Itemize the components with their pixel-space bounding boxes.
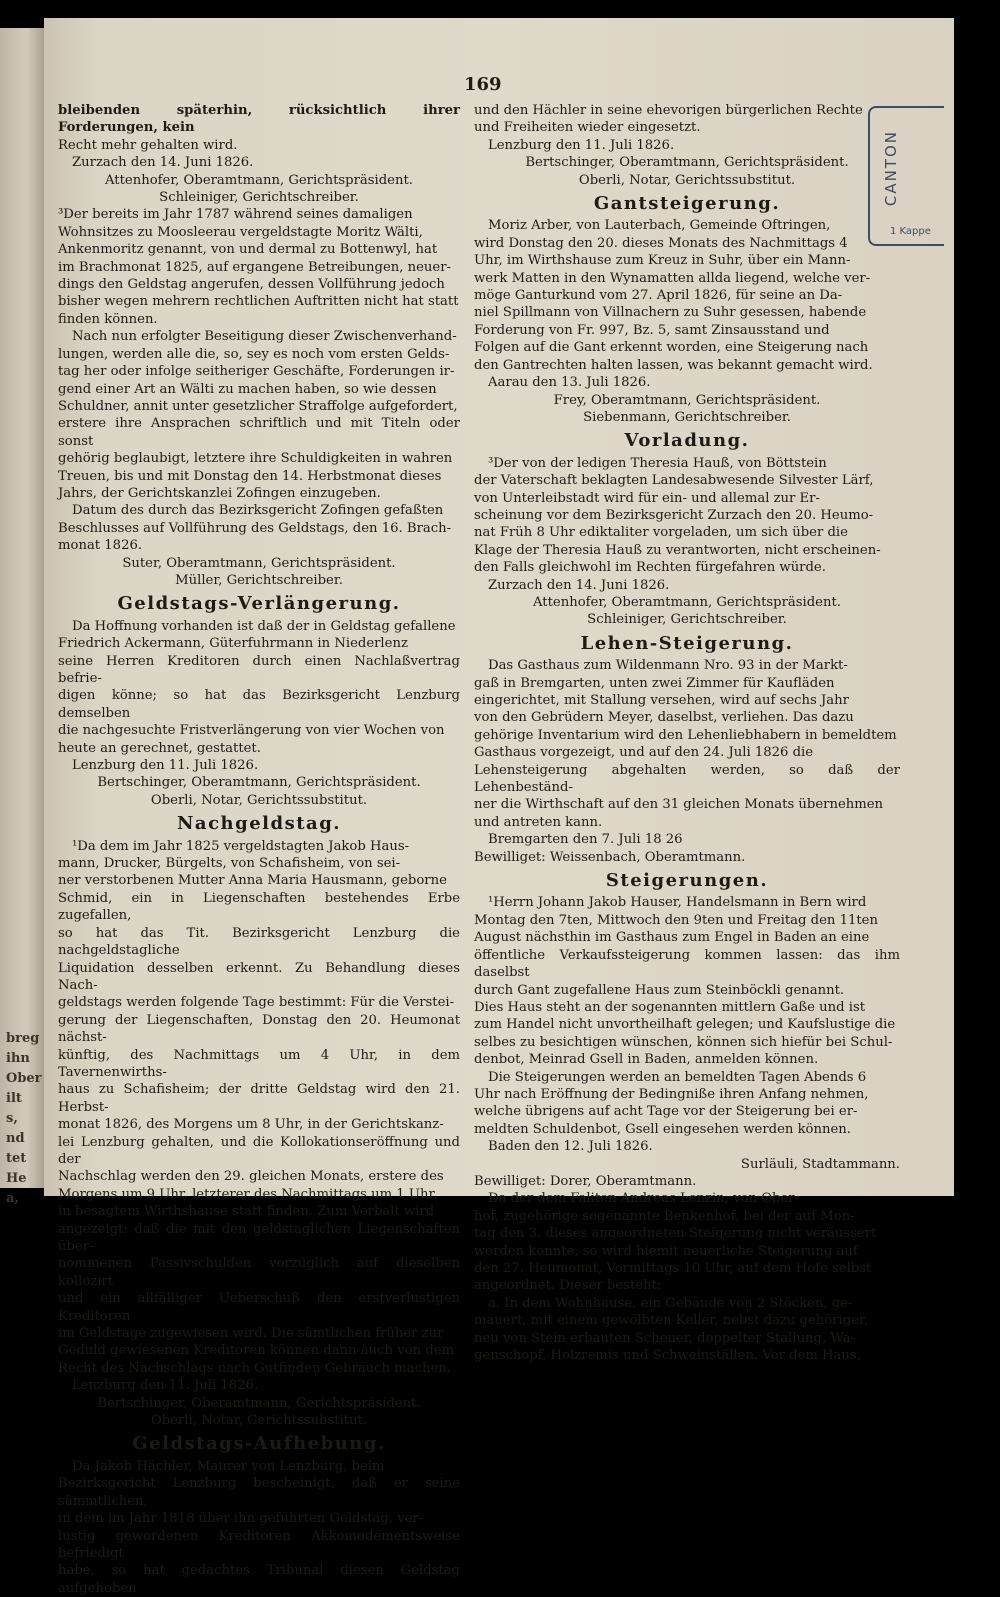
signature: Attenhofer, Oberamtmann, Gerichtspräsident.: [533, 594, 841, 610]
text-line: im Geldstage zugewiesen wird. Die sämtlichen früher zur: [58, 1326, 444, 1342]
text-line: gerung der Liegenschaften, Donstag den 20. Heumonat nächst-: [58, 1012, 460, 1046]
text-line: tag her oder infolge seitheriger Geschäfte, Forderungen ir-: [58, 364, 455, 380]
text-line: angezeigt: daß die mit den geldstaglichen Liegenschaften über-: [58, 1221, 460, 1254]
notice-date: Baden den 12. Juli 1826.: [488, 1139, 653, 1155]
signature: Schleiniger, Gerichtschreiber.: [159, 190, 359, 206]
text-line: finden können.: [58, 311, 158, 327]
section-heading: Nachgeldstag.: [176, 813, 342, 835]
margin-fragment: Ober: [6, 1071, 42, 1086]
text-line: monat 1826, des Morgens um 8 Uhr, in der Gerichtskanz-: [58, 1117, 444, 1133]
library-stamp: [868, 106, 944, 246]
notice-haechler: [58, 1458, 460, 1597]
text-line: angeordnet. Dieser besteht:: [474, 1278, 662, 1294]
stamp-text: CANTON: [882, 130, 900, 207]
text-line: Das Gasthaus zum Wildenmann Nro. 93 in der Markt-: [488, 658, 848, 674]
text-line: heute an gerechnet, gestattet.: [58, 740, 261, 756]
text-line: Lehensteigerung abgehalten werden, so daß der Lehenbeständ-: [474, 762, 900, 796]
text-line: Nachschlag werden den 29. gleichen Monats, erstere des: [58, 1169, 444, 1185]
intro-notice: [474, 102, 900, 189]
signature: Siebenmann, Gerichtschreiber.: [583, 409, 791, 425]
notice-hauss: [474, 455, 900, 629]
text-line: geldstags werden folgende Tage bestimmt: Für die Verstei-: [58, 995, 455, 1011]
text-line: Geduld gewiesenen Kreditoren können dann auch von dem: [58, 1343, 455, 1359]
text-line: von Unterleibstadt wird für ein- und allemal zur Er-: [474, 490, 820, 506]
signature: Bewilliget: Weissenbach, Oberamtmann.: [474, 849, 746, 865]
notice-date: Lenzburg den 11. Juli 1826.: [72, 1378, 259, 1394]
newspaper-page: [44, 18, 954, 1596]
text-line: scheinung vor dem Bezirksgericht Zurzach den 20. Heumo-: [474, 507, 874, 523]
section-heading: Steigerungen.: [605, 870, 769, 892]
text-line: Dies Haus steht an der sogenannten mittlern Gaße und ist: [474, 999, 866, 1015]
text-line: öffentliche Verkaufssteigerung kommen lassen: das ihm daselbst: [474, 947, 900, 981]
text-line: werk Matten in den Wynamatten allda liegend, welche ver-: [474, 270, 871, 286]
text-line: und ein allfälliger Ueberschuß den erstverlustigen Kreditoren: [58, 1291, 460, 1324]
notice-arber: [474, 217, 900, 426]
text-line: Datum des durch das Bezirksgericht Zofingen gefaßten: [72, 503, 444, 519]
text-line: zum Handel nicht unvortheilhaft gelegen; und Kaufslustige die: [474, 1017, 896, 1033]
notice-date: Zurzach den 14. Juni 1826.: [488, 577, 670, 593]
text-line: werden konnte, so wird hiemit neuerliche Steigerung auf: [474, 1243, 858, 1259]
text-line: dings den Geldstag angerufen, dessen Vollführung jedoch: [58, 277, 445, 293]
text-line: digen könne; so hat das Bezirksgericht Lenzburg demselben: [58, 688, 460, 721]
signature: Bertschinger, Oberamtmann, Gerichtspräsident.: [525, 155, 849, 171]
intro-notice: [58, 102, 460, 206]
text-line: Da der dem Faliten Andreas Lenzin, von Ober-: [488, 1191, 800, 1207]
notice-date: Bremgarten den 7. Juli 18 26: [488, 832, 683, 848]
page-number: 169: [464, 74, 502, 95]
text-line: Da Hoffnung vorhanden ist daß der in Geldstag gefallene: [72, 618, 456, 634]
text-line: meldten Schuldenbot, Gsell eingesehen werden können.: [474, 1121, 851, 1137]
text-line: August nächsthin im Gasthaus zum Engel in Baden an eine: [474, 930, 870, 946]
text-line: Liquidation desselben erkennt. Zu Behandlung dieses Nach-: [58, 960, 460, 993]
text-line: ³Der bereits im Jahr 1787 während seines damaligen: [58, 207, 413, 223]
text-line: Klage der Theresia Hauß zu verantworten, nicht erscheinen-: [474, 542, 881, 558]
signature: Schleiniger, Gerichtschreiber.: [587, 612, 787, 628]
section-heading: Gantsteigerung.: [593, 193, 781, 215]
margin-fragment: s,: [6, 1111, 18, 1126]
text-line: habe, so hat gedachtes Tribunal diesen Geldstag aufgehoben: [58, 1563, 460, 1596]
text-line: Wohnsitzes zu Moosleerau vergeldstagte Moritz Wälti,: [58, 224, 423, 240]
left-column: [58, 102, 460, 1597]
text-line: und antreten kann.: [474, 814, 603, 830]
text-line: Folgen auf die Gant erkennt worden, eine Steigerung nach: [474, 340, 869, 356]
text-line: Treuen, bis und mit Donstag den 14. Herbstmonat dieses: [58, 468, 442, 484]
text-line: in dem im Jahr 1818 über ihn geführten Geldstag, ver-: [58, 1511, 424, 1527]
text-line: neu von Stein erbauten Scheuer, doppelter Stallung, Wa-: [474, 1330, 856, 1346]
notice-date: Lenzburg den 11. Juli 1826.: [488, 137, 675, 153]
section-heading: Geldstags-Verlängerung.: [117, 593, 401, 615]
text-line: hof, zugehörige sogenannte Benkenhof, bei der auf Mon-: [474, 1208, 855, 1224]
notice-date: Aarau den 13. Juli 1826.: [488, 375, 651, 391]
section-heading: Vorladung.: [624, 430, 750, 452]
text-line: Gasthaus vorgezeigt, und auf den 24. Juli 1826 die: [474, 745, 814, 761]
text-line: Morgens um 9 Uhr, letzterer des Nachmittags um 1 Uhr,: [58, 1186, 438, 1202]
text-line: ¹Herrn Johann Jakob Hauser, Handelsmann in Bern wird: [488, 895, 867, 911]
text-line: Schmid, ein in Liegenschaften bestehendes Erbe zugefallen,: [58, 890, 460, 924]
text-line: gehörige Inventarium wird den Lehenliebhabern in bemeldtem: [474, 727, 897, 743]
text-line: haus zu Schafisheim; der dritte Geldstag wird den 21. Herbst-: [58, 1082, 460, 1115]
text-line: Uhr nach Eröffnung der Bedingniße ihren Anfang nehmen,: [474, 1086, 869, 1102]
section-heading: Geldstags-Aufhebung.: [132, 1433, 386, 1455]
text-line: wird Donstag den 20. dieses Monats des Nachmittags 4: [474, 235, 848, 251]
signature: Oberli, Notar, Gerichtssubstitut.: [578, 172, 796, 188]
text-line: mann, Drucker, Bürgelts, von Schafisheim, von sei-: [58, 856, 401, 872]
facing-page-edge: [0, 28, 44, 1206]
text-line: von den Gebrüdern Meyer, daselbst, verliehen. Das dazu: [474, 710, 854, 726]
margin-fragment: breg: [6, 1031, 40, 1046]
text-line: mauert, mit einem gewölbten Keller, nebst dazu gehöriger,: [474, 1313, 869, 1329]
text-line: ³Der von der ledigen Theresia Hauß, von Böttstein: [488, 455, 827, 471]
margin-fragment: a,: [6, 1191, 19, 1206]
text-line: möge Ganturkund vom 27. April 1826, für seine an Da-: [474, 288, 843, 304]
text-line: Moriz Arber, von Lauterbach, Gemeinde Oftringen,: [488, 218, 831, 234]
text-line: so hat das Tit. Bezirksgericht Lenzburg die nachgeldstagliche: [58, 925, 460, 959]
signature: Bertschinger, Oberamtmann, Gerichtspräsident.: [97, 775, 421, 791]
text-line: Recht mehr gehalten wird.: [58, 137, 238, 153]
notice-hauser: [474, 894, 900, 1190]
text-line: niel Spillmann von Villnachern zu Suhr gesessen, habende: [474, 305, 867, 321]
text-line: Uhr, im Wirthshause zum Kreuz in Suhr, über ein Mann-: [474, 253, 851, 269]
text-line: Nach nun erfolgter Beseitigung dieser Zwischenverhand-: [72, 329, 457, 345]
margin-fragment: He: [6, 1171, 27, 1186]
text-line: denbot, Meinrad Gsell in Baden, anmelden können.: [474, 1052, 819, 1068]
text-line: genschopf, Holzremis und Schweinställen. Vor dem Haus,: [474, 1348, 861, 1364]
text-line: im Brachmonat 1825, auf ergangene Betreibungen, neuer-: [58, 259, 451, 275]
signature: Oberli, Notar, Gerichtssubstitut.: [150, 1413, 368, 1429]
text-line: lungen, werden alle die, so, sey es noch vom ersten Gelds-: [58, 346, 450, 362]
text-line: lei Lenzburg gehalten, und die Kollokationseröffnung und der: [58, 1134, 460, 1167]
text-line: Forderung von Fr. 997, Bz. 5, samt Zinsausstand und: [474, 322, 830, 338]
text-line: nat Früh 8 Uhr ediktaliter vorgeladen, um sich über die: [474, 525, 848, 541]
margin-fragment: nd: [6, 1131, 25, 1146]
signature: Müller, Gerichtschreiber.: [175, 572, 343, 588]
text-line: nommenen Passivschulden vorzüglich auf dieselben kollozirt: [58, 1256, 460, 1289]
text-line: und Freiheiten wieder eingesetzt.: [474, 120, 701, 136]
signature: Bertschinger, Oberamtmann, Gerichtspräsident.: [97, 1395, 421, 1411]
text-line: und den Hächler in seine ehevorigen bürgerlichen Rechte: [474, 103, 863, 118]
text-line: bisher wegen mehrern rechtlichen Auftritten nicht hat statt: [58, 294, 459, 310]
signature: Attenhofer, Oberamtmann, Gerichtspräsident.: [105, 172, 413, 188]
text-line: a. In dem Wohnhause, ein Gebäude von 2 Stöcken, ge-: [488, 1295, 853, 1311]
text-line: den Gantrechten halten lassen, was bekannt gemacht wird.: [474, 357, 873, 373]
text-line: Da Jakob Hächler, Maurer von Lenzburg, beim: [72, 1458, 385, 1474]
section-heading: Lehen-Steigerung.: [580, 632, 794, 654]
text-line: Friedrich Ackermann, Güterfuhrmann in Niederlenz: [58, 636, 408, 652]
margin-fragment: ihn: [6, 1051, 30, 1066]
notice-lenzin: [474, 1190, 900, 1364]
signature: Bewilliget: Dorer, Oberamtmann.: [474, 1173, 697, 1189]
stamp-subtext: 1 Kappe: [890, 226, 931, 237]
text-line: bleibenden späterhin, rücksichtlich ihrer Forderungen, kein: [58, 103, 460, 136]
text-line: Montag den 7ten, Mittwoch den 9ten und Freitag den 11ten: [474, 912, 878, 928]
text-line: welche übrigens auf acht Tage vor der Steigerung bei er-: [474, 1104, 858, 1120]
notice-date: Lenzburg den 11. Juli 1826.: [72, 758, 259, 774]
text-line: ¹Da dem im Jahr 1825 vergeldstagten Jakob Haus-: [72, 838, 410, 854]
text-line: Jahrs, der Gerichtskanzlei Zofingen einzugeben.: [58, 485, 381, 501]
margin-fragment: tet: [6, 1151, 27, 1166]
text-line: durch Gant zugefallene Haus zum Steinböckli genannt.: [474, 982, 845, 998]
text-line: in besagtem Wirthshause statt finden. Zum Verbalt wird: [58, 1204, 435, 1220]
notice-ackermann: [58, 618, 460, 809]
text-line: ner die Wirthschaft auf den 31 gleichen Monats übernehmen: [474, 797, 884, 813]
text-line: erstere ihre Ansprachen schriftlich und mit Titeln oder sonst: [58, 416, 460, 449]
text-line: eingerichtet, mit Stallung versehen, wird auf sechs Jahr: [474, 693, 849, 708]
signature: Frey, Oberamtmann, Gerichtspräsident.: [553, 392, 821, 408]
signature: Oberli, Notar, Gerichtssubstitut.: [150, 792, 368, 808]
signature: Surläuli, Stadtammann.: [740, 1156, 900, 1172]
text-line: Beschlusses auf Vollführung des Geldstags, den 16. Brach-: [58, 520, 452, 536]
text-line: Schuldner, annit unter gesetzlicher Straffolge aufgefordert,: [58, 398, 458, 414]
text-line: monat 1826.: [58, 538, 143, 554]
notice-wildenmann: [474, 657, 900, 866]
text-line: den 27. Heumonat, Vormittags 10 Uhr, auf dem Hofe selbst: [474, 1261, 872, 1276]
text-line: gehörig beglaubigt, letztere ihre Schuldigkeiten in wahren: [58, 451, 453, 467]
notice-date: Zurzach den 14. Juni 1826.: [72, 155, 254, 171]
text-line: Die Steigerungen werden an bemeldten Tagen Abends 6: [488, 1069, 867, 1085]
text-line: Ankenmoritz genannt, von und dermal zu Bottenwyl, hat: [58, 242, 438, 258]
right-column: [474, 102, 900, 1364]
text-line: ner verstorbenen Mutter Anna Maria Hausmann, geborne: [58, 873, 447, 889]
text-line: die nachgesuchte Fristverlängerung von vier Wochen von: [58, 723, 445, 739]
notice-waelti: [58, 206, 460, 589]
text-line: gend einer Art an Wälti zu machen haben, so wie dessen: [58, 381, 437, 397]
notice-hausmann: [58, 838, 460, 1430]
signature: Suter, Oberamtmann, Gerichtspräsident.: [122, 555, 396, 571]
text-line: Bezirksgericht Lenzburg bescheinigt, daß er seine sämmtlichen,: [58, 1476, 460, 1509]
text-line: künftig, des Nachmittags um 4 Uhr, in dem Tavernenwirths-: [58, 1047, 460, 1080]
text-line: den Falls gleichwohl im Rechten fürgefahren würde.: [474, 560, 826, 576]
text-line: tag den 3. dieses angeordneten Steigerung nicht veräussert: [474, 1226, 877, 1242]
text-line: lustig gewordenen Kreditoren Akkomodementsweise befriedigt: [58, 1528, 460, 1561]
text-line: Recht des Nachschlags nach Gutfinden Gebrauch machen.: [58, 1360, 451, 1376]
text-line: selbes zu besichtigen wünschen, können sich hiefür bei Schul-: [474, 1034, 893, 1050]
text-line: der Vaterschaft beklagten Landesabwesende Silvester Lärf,: [474, 473, 874, 489]
text-line: seine Herren Kreditoren durch einen Nachlaßvertrag befrie-: [58, 653, 460, 686]
margin-fragment: ilt: [6, 1091, 22, 1106]
text-line: gaß in Bremgarten, unten zwei Zimmer für Kaufläden: [474, 675, 835, 691]
